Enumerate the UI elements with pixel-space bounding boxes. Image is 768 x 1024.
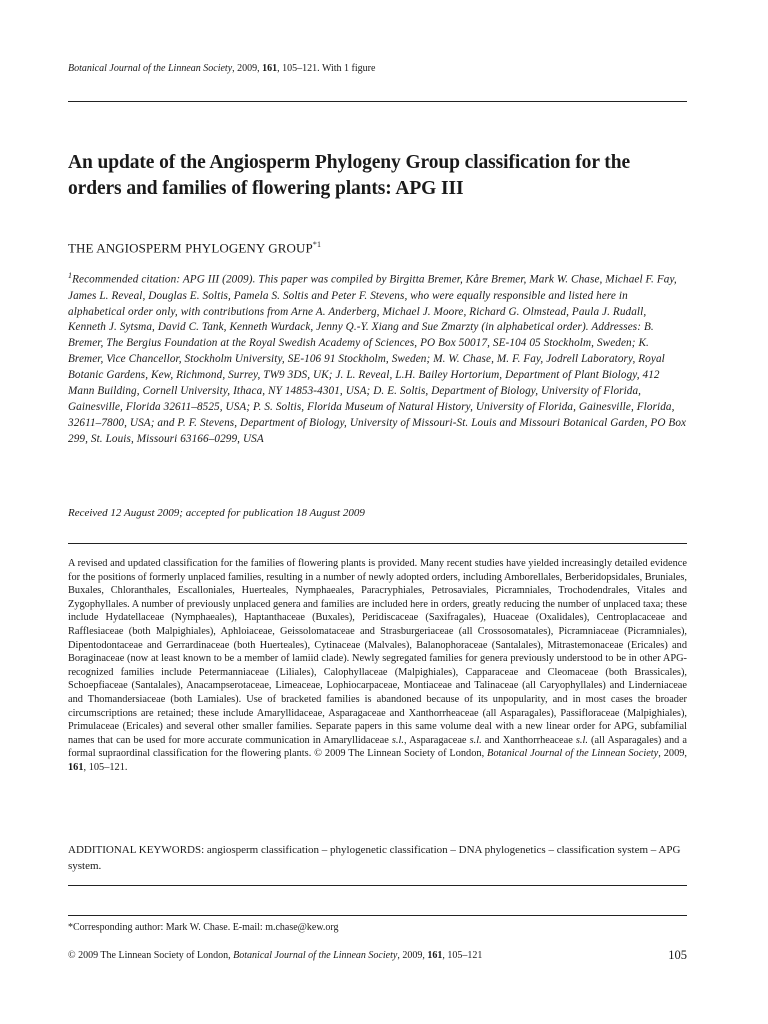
abstract-mid-3: (all Asparagales) and a formal supraordinal classification for the flowering plants. © 2009 The Linnean Society of London,	[68, 734, 688, 760]
footnote-rule	[68, 915, 687, 916]
running-head	[68, 63, 375, 74]
abstract-bottom-rule	[68, 885, 687, 886]
footer-pages: , 105–121	[442, 950, 483, 961]
footer-journal: Botanical Journal of the Linnean Society	[233, 950, 398, 961]
citation-mark: 1	[68, 271, 73, 280]
footer-year: , 2009,	[397, 950, 428, 961]
abstract-sl-2: s.l.	[469, 734, 482, 746]
citation-note	[68, 268, 687, 448]
corresponding-author-note: *Corresponding author: Mark W. Chase. E-mail: m.chase@kew.org	[68, 922, 339, 933]
citation-text: Recommended citation: APG III (2009). This paper was compiled by Birgitta Bremer, Kåre Bremer, Mark W. Chase, Michael F. Fay, James L. Reveal, Douglas E. Soltis, Pamela S. Soltis and Peter F. Stevens, who were equally responsible and listed here in alphabetical order only, with contributions from Arne A. Anderberg, Michael J. Moore, Richard G. Olmstead, Paula J. Rudall, Kenneth J. Sytsma, David C. Tank, Kenneth Wurdack, Jenny Q.-Y. Xiang and Sue Zmarzty (in alphabetical order). Addresses: B. Bremer, The Bergius Foundation at the Royal Swedish Academy of Sciences, PO Box 50017, SE-104 05 Stockholm, Sweden; K. Bremer, Vice Chancellor, Stockholm University, SE-106 91 Stockholm, Sweden; M. W. Chase, M. F. Fay, Jodrell Laboratory, Royal Botanic Gardens, Kew, Richmond, Surrey, TW9 3DS, UK; J. L. Reveal, L.H. Bailey Hortorium, Department of Plant Biology, 412 Mann Building, Cornell University, Ithaca, NY 14853-4301, USA; D. E. Soltis, Department of Biology, University of Florida, Gainesville, Florida 32611–8525, USA; P. S. Soltis, Florida Museum of Natural History, University of Florida, Gainesville, Florida, 32611–7800, USA; and P. F. Stevens, Department of Biology, University of Missouri-St. Louis and Missouri Botanical Garden, PO Box 299, St. Louis, Missouri 63166–0299, USA	[68, 273, 687, 445]
abstract-volume: 161	[68, 761, 84, 773]
abstract-body: A revised and updated classification for the families of flowering plants is provided. Many recent studies have yielded increasingly detailed evidence for the positions of formerly unplaced families, resulting in a number of newly adopted orders, including Amborellales, Berberidopsidales, Bruniales, Buxales, Chloranthales, Escalloniales, Huerteales, Nymphaeales, Paracryphiales, Petrosaviales, Picramniales, Trochodendrales, Vitales and Zygophyllales. A number of previously unplaced genera and families are included here in orders, greatly reducing the number of unplaced taxa; these include Hydatellaceae (Nymphaeales), Haptanthaceae (Buxales), Peridiscaceae (Saxifragales), Huaceae (Oxalidales), Centroplacaceae and Rafflesiaceae (both Malpighiales), Aphloiaceae, Geissolomataceae and Strasburgeriaceae (all Crossosomatales), Picramniaceae (Picramniales), Dipentodontaceae and Gerrardinaceae (both Huerteales), Cytinaceae (Malvales), Balanophoraceae (Santalales), Mitrastemonaceae (Ericales) and Boraginaceae (now at least known to be a member of lamiid clade). Newly segregated families for genera previously understood to be in other APG-recognized families include Petermanniaceae (Liliales), Calophyllaceae (Malpighiales), Capparaceae and Cleomaceae (both Brassicales), Schoepfiaceae (Santalales), Anacampserotaceae, Limeaceae, Lophiocarpaceae, Montiaceae and Talinaceae (all Caryophyllales) and Linderniaceae and Thomandersiaceae (both Lamiales). Use of bracketed families is abandoned because of its unpopularity, and in most cases the broader circumscriptions are retained; these include Amaryllidaceae, Asparagaceae and Xanthorrheaceae (all Asparagales), Passifloraceae (Malpighiales), Primulaceae (Ericales) and several other smaller families. Separate papers in this same volume deal with a new linear order for APG, subfamilial names that can be used for more accurate communication in Amaryllidaceae	[68, 558, 687, 746]
author-line	[68, 240, 321, 256]
abstract-sl-3: s.l.	[575, 734, 588, 746]
abstract-pages: , 105–121.	[83, 761, 128, 773]
page-footer	[68, 950, 482, 961]
abstract-sl-1: s.l.	[391, 734, 404, 746]
header-rule	[68, 101, 687, 102]
abstract	[68, 557, 687, 775]
abstract-mid-1: , Asparagaceae	[403, 734, 470, 746]
running-head-volume: 161	[262, 63, 278, 74]
running-head-journal: Botanical Journal of the Linnean Society	[68, 63, 233, 74]
abstract-journal: Botanical Journal of the Linnean Society	[487, 748, 659, 760]
footer-copyright: © 2009 The Linnean Society of London,	[68, 950, 234, 961]
article-title: An update of the Angiosperm Phylogeny Group classification for the orders and families of flowering plants: APG III	[68, 152, 630, 199]
keywords-text: angiosperm classification – phylogenetic classification – DNA phylogenetics – classification system – APG system.	[68, 844, 681, 872]
running-head-pages: , 105–121. With 1 figure	[277, 63, 376, 74]
abstract-mid-2: and Xanthorrheaceae	[481, 734, 576, 746]
keywords	[68, 842, 687, 874]
author-marks: *1	[312, 240, 322, 249]
abstract-year: , 2009,	[658, 748, 687, 760]
author-name: THE ANGIOSPERM PHYLOGENY GROUP	[68, 240, 313, 256]
abstract-top-rule	[68, 543, 687, 544]
footer-volume: 161	[427, 950, 443, 961]
keywords-label: ADDITIONAL KEYWORDS:	[68, 844, 205, 856]
received-dates: Received 12 August 2009; accepted for publication 18 August 2009	[68, 507, 365, 519]
page-number: 105	[668, 948, 687, 962]
running-head-year: , 2009,	[232, 63, 263, 74]
